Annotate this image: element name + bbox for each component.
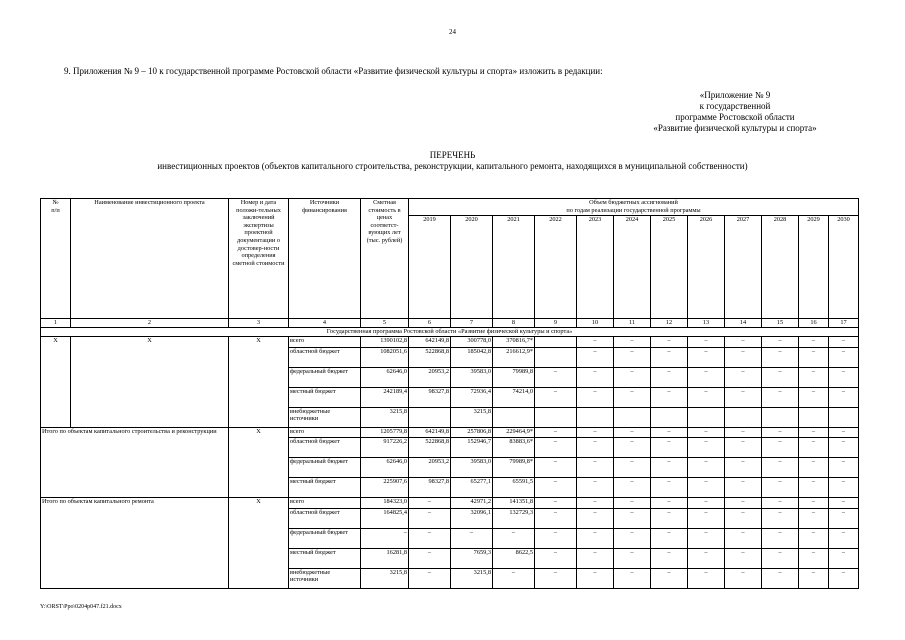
year-value-cell: – (409, 498, 451, 509)
year-value-cell: 642149,8 (409, 427, 451, 438)
header-year: 2028 (762, 216, 799, 319)
year-value-cell: – (725, 387, 762, 407)
year-value-cell: – (535, 498, 577, 509)
year-value-cell: – (688, 347, 725, 367)
expertise-cell: Х (229, 427, 289, 498)
year-value-cell: – (535, 548, 577, 568)
year-value-cell: – (614, 548, 651, 568)
year-value-cell: – (799, 347, 829, 367)
year-value-cell: – (725, 568, 762, 588)
year-value-cell: – (409, 548, 451, 568)
column-number: 15 (762, 319, 799, 328)
year-value-cell: 141351,8 (493, 498, 535, 509)
year-value-cell: – (577, 458, 614, 478)
estimated-cost-cell: 225907,6 (361, 478, 409, 498)
financing-source-cell: всего (289, 427, 361, 438)
year-value-cell: – (799, 498, 829, 509)
year-value-cell: – (614, 438, 651, 458)
year-value-cell: 79989,8* (493, 458, 535, 478)
year-value-cell: – (762, 548, 799, 568)
header-year: 2023 (577, 216, 614, 319)
year-value-cell: – (688, 548, 725, 568)
year-value-cell: 79989,8 (493, 367, 535, 387)
estimated-cost-cell: 1082051,6 (361, 347, 409, 367)
year-value-cell: – (829, 347, 859, 367)
financing-source-cell: всего (289, 498, 361, 509)
year-value-cell (725, 407, 762, 427)
estimated-cost-cell: 184323,0 (361, 498, 409, 509)
group-total-label: Итого по объектам капитального строительства и реконструкции (41, 427, 229, 498)
year-value-cell: – (614, 347, 651, 367)
financing-source-cell: областной бюджет (289, 347, 361, 367)
year-value-cell: – (614, 528, 651, 548)
appendix-block (625, 90, 845, 134)
year-value-cell: 72936,4 (451, 387, 493, 407)
year-value-cell (688, 407, 725, 427)
investment-projects-table (40, 198, 859, 589)
year-value-cell: – (725, 347, 762, 367)
column-number: 6 (409, 319, 451, 328)
year-value-cell: – (829, 427, 859, 438)
year-value-cell: – (688, 458, 725, 478)
year-value-cell: – (762, 568, 799, 588)
page-number: 24 (449, 28, 456, 36)
year-value-cell: 65277,1 (451, 478, 493, 498)
year-value-cell: – (535, 478, 577, 498)
expertise-cell: Х (229, 337, 289, 428)
financing-source-cell: местный бюджет (289, 548, 361, 568)
appendix-line-3: программе Ростовской области (675, 112, 795, 122)
year-value-cell (535, 407, 577, 427)
year-value-cell: – (762, 387, 799, 407)
year-value-cell: – (829, 528, 859, 548)
year-value-cell: – (688, 438, 725, 458)
project-name-cell: Х (71, 337, 229, 428)
financing-source-cell: местный бюджет (289, 478, 361, 498)
year-value-cell: – (762, 458, 799, 478)
column-number: 12 (651, 319, 688, 328)
year-value-cell: – (762, 478, 799, 498)
year-value-cell: – (614, 568, 651, 588)
estimated-cost-cell: – (361, 528, 409, 548)
year-value-cell: – (829, 367, 859, 387)
year-value-cell: 83883,6* (493, 438, 535, 458)
estimated-cost-cell: 1205779,8 (361, 427, 409, 438)
year-value-cell (409, 407, 451, 427)
year-value-cell: 522868,8 (409, 347, 451, 367)
financing-source-cell: всего (289, 337, 361, 348)
year-value-cell: 32096,1 (451, 508, 493, 528)
header-year: 2020 (451, 216, 493, 319)
estimated-cost-cell: 16281,8 (361, 548, 409, 568)
year-value-cell: – (409, 508, 451, 528)
year-value-cell: – (451, 528, 493, 548)
year-value-cell: – (577, 498, 614, 509)
group-total-label: Итого по объектам капитального ремонта (41, 498, 229, 589)
year-value-cell: – (614, 458, 651, 478)
year-value-cell: – (688, 508, 725, 528)
year-value-cell: – (688, 498, 725, 509)
financing-source-cell: федеральный бюджет (289, 528, 361, 548)
year-value-cell: – (725, 478, 762, 498)
column-number: 10 (577, 319, 614, 328)
year-value-cell: – (829, 498, 859, 509)
year-value-cell: – (688, 337, 725, 348)
year-value-cell: 300778,0 (451, 337, 493, 348)
year-value-cell: – (799, 478, 829, 498)
year-value-cell: – (725, 548, 762, 568)
estimated-cost-cell: 3215,8 (361, 568, 409, 588)
program-row: Государственная программа Ростовской области «Развитие физической культуры и спорта» (41, 328, 859, 337)
year-value-cell: 8622,5 (493, 548, 535, 568)
year-value-cell: – (829, 458, 859, 478)
year-value-cell: – (614, 478, 651, 498)
year-value-cell: – (725, 458, 762, 478)
year-value-cell: – (688, 478, 725, 498)
year-value-cell: – (651, 508, 688, 528)
column-number: 17 (829, 319, 859, 328)
year-value-cell: – (762, 427, 799, 438)
table-row (41, 498, 859, 509)
year-value-cell: – (762, 347, 799, 367)
year-value-cell: – (799, 427, 829, 438)
year-value-cell: – (799, 337, 829, 348)
year-value-cell: – (651, 528, 688, 548)
financing-source-cell: областной бюджет (289, 438, 361, 458)
year-value-cell: – (614, 508, 651, 528)
row-number-cell: Х (41, 337, 71, 428)
appendix-line-1: «Приложение № 9 (699, 90, 771, 100)
year-value-cell: 522868,8 (409, 438, 451, 458)
estimated-cost-cell: 62646,0 (361, 458, 409, 478)
header-project-name: Наименование инвестиционного проекта (71, 199, 229, 319)
year-value-cell: – (799, 438, 829, 458)
year-value-cell: 98327,8 (409, 387, 451, 407)
year-value-cell: 216612,9* (493, 347, 535, 367)
year-value-cell: – (725, 427, 762, 438)
estimated-cost-cell: 164825,4 (361, 508, 409, 528)
year-value-cell: 39583,0 (451, 458, 493, 478)
year-value-cell: – (725, 498, 762, 509)
column-number: 7 (451, 319, 493, 328)
year-value-cell: – (409, 568, 451, 588)
year-value-cell: – (651, 438, 688, 458)
year-value-cell: – (762, 508, 799, 528)
estimated-cost-cell: 242189,4 (361, 387, 409, 407)
column-number: 16 (799, 319, 829, 328)
year-value-cell (762, 407, 799, 427)
financing-source-cell: внебюджетные источники (289, 568, 361, 588)
year-value-cell: – (577, 438, 614, 458)
column-number: 5 (361, 319, 409, 328)
year-value-cell: – (799, 458, 829, 478)
year-value-cell: – (577, 387, 614, 407)
year-value-cell (829, 407, 859, 427)
header-year: 2024 (614, 216, 651, 319)
year-value-cell: – (614, 367, 651, 387)
year-value-cell: 3215,8 (451, 407, 493, 427)
year-value-cell: 370816,7* (493, 337, 535, 348)
year-value-cell: – (535, 528, 577, 548)
year-value-cell: – (651, 337, 688, 348)
title-subtitle: инвестиционных проектов (объектов капитального строительства, реконструкции, капитального ремонта, находящихся в муниципальной собственности) (157, 161, 748, 171)
year-value-cell: – (799, 548, 829, 568)
year-value-cell: – (762, 337, 799, 348)
year-value-cell: – (651, 427, 688, 438)
year-value-cell: – (688, 387, 725, 407)
year-value-cell: 65591,5 (493, 478, 535, 498)
column-number: 2 (71, 319, 229, 328)
year-value-cell: – (651, 347, 688, 367)
column-number: 8 (493, 319, 535, 328)
year-value-cell: 185042,8 (451, 347, 493, 367)
year-value-cell (614, 407, 651, 427)
year-value-cell: – (799, 367, 829, 387)
title-heading: ПЕРЕЧЕНЬ (429, 150, 476, 160)
year-value-cell: – (577, 508, 614, 528)
year-value-cell (493, 407, 535, 427)
year-value-cell: – (577, 337, 614, 348)
year-value-cell: – (829, 387, 859, 407)
year-value-cell: – (829, 548, 859, 568)
year-value-cell: – (577, 548, 614, 568)
year-value-cell: – (535, 367, 577, 387)
header-year: 2029 (799, 216, 829, 319)
intro-text: 9. Приложения № 9 – 10 к государственной программе Ростовской области «Развитие физической культуры и спорта» изложить в редакции: (64, 66, 603, 76)
year-value-cell: – (829, 508, 859, 528)
appendix-line-4: «Развитие физической культуры и спорта» (653, 123, 817, 133)
header-estimated-cost: Сметная стоимость в ценах соответст-вующих лет (тыс. рублей) (361, 199, 409, 319)
year-value-cell: – (688, 427, 725, 438)
year-value-cell: – (535, 568, 577, 588)
column-number: 11 (614, 319, 651, 328)
year-value-cell: 642149,8 (409, 337, 451, 348)
year-value-cell: 20953,2 (409, 367, 451, 387)
year-value-cell: 257806,8 (451, 427, 493, 438)
header-no: № п/п (41, 199, 71, 319)
year-value-cell: 42971,2 (451, 498, 493, 509)
header-financing-source: Источники финансирования (289, 199, 361, 319)
year-value-cell: – (799, 568, 829, 588)
year-value-cell: – (829, 478, 859, 498)
year-value-cell: – (762, 367, 799, 387)
year-value-cell: – (614, 337, 651, 348)
table-row (41, 337, 859, 348)
year-value-cell: – (762, 438, 799, 458)
footer-file-path: Y:\ORST\Ppo\0204p047.f21.docx (40, 604, 122, 610)
year-value-cell: – (829, 337, 859, 348)
year-value-cell: – (577, 568, 614, 588)
column-number: 4 (289, 319, 361, 328)
table-row (41, 427, 859, 438)
year-value-cell: – (493, 528, 535, 548)
column-number: 1 (41, 319, 71, 328)
year-value-cell: 132729,3 (493, 508, 535, 528)
year-value-cell: – (725, 528, 762, 548)
estimated-cost-cell: 917226,2 (361, 438, 409, 458)
appendix-line-2: к государственной (699, 101, 771, 111)
year-value-cell: 20953,2 (409, 458, 451, 478)
year-value-cell: – (725, 337, 762, 348)
year-value-cell (651, 407, 688, 427)
year-value-cell: – (409, 528, 451, 548)
year-value-cell: – (577, 478, 614, 498)
year-value-cell: – (725, 367, 762, 387)
year-value-cell: – (651, 458, 688, 478)
column-number: 14 (725, 319, 762, 328)
year-value-cell (535, 337, 577, 348)
year-value-cell: – (762, 528, 799, 548)
year-value-cell: 39583,0 (451, 367, 493, 387)
year-value-cell: – (577, 528, 614, 548)
year-value-cell: 7659,3 (451, 548, 493, 568)
year-value-cell (535, 347, 577, 367)
year-value-cell: – (829, 568, 859, 588)
year-value-cell: – (725, 508, 762, 528)
header-year: 2022 (535, 216, 577, 319)
year-value-cell: – (688, 568, 725, 588)
header-year: 2030 (829, 216, 859, 319)
financing-source-cell: федеральный бюджет (289, 367, 361, 387)
year-value-cell: – (799, 508, 829, 528)
estimated-cost-cell: 1390102,8 (361, 337, 409, 348)
financing-source-cell: федеральный бюджет (289, 458, 361, 478)
year-value-cell: – (577, 427, 614, 438)
year-value-cell: – (614, 427, 651, 438)
year-value-cell: – (651, 387, 688, 407)
expertise-cell: Х (229, 498, 289, 589)
estimated-cost-cell: 3215,8 (361, 407, 409, 427)
year-value-cell (799, 407, 829, 427)
year-value-cell: – (614, 498, 651, 509)
column-number: 3 (229, 319, 289, 328)
year-value-cell: 3215,8 (451, 568, 493, 588)
year-value-cell: – (535, 387, 577, 407)
year-value-cell: – (725, 438, 762, 458)
year-value-cell: 74214,0 (493, 387, 535, 407)
header-year: 2025 (651, 216, 688, 319)
header-year: 2019 (409, 216, 451, 319)
year-value-cell: – (651, 478, 688, 498)
year-value-cell: – (799, 387, 829, 407)
estimated-cost-cell: 62646,0 (361, 367, 409, 387)
year-value-cell: – (651, 367, 688, 387)
year-value-cell: – (577, 367, 614, 387)
year-value-cell: – (577, 347, 614, 367)
year-value-cell: – (535, 508, 577, 528)
header-year: 2027 (725, 216, 762, 319)
year-value-cell: – (535, 458, 577, 478)
year-value-cell: – (614, 387, 651, 407)
year-value-cell: – (535, 438, 577, 458)
year-value-cell: 229464,9* (493, 427, 535, 438)
financing-source-cell: внебюджетные источники (289, 407, 361, 427)
header-year: 2026 (688, 216, 725, 319)
column-number: 9 (535, 319, 577, 328)
year-value-cell: – (688, 528, 725, 548)
year-value-cell (577, 407, 614, 427)
year-value-cell: – (762, 498, 799, 509)
header-expertise: Номер и дата положи-тельных заключений экспертизы проектной документации о достовер-ности определения сметной стоимости (229, 199, 289, 319)
year-value-cell: – (651, 498, 688, 509)
document-title (0, 150, 905, 172)
header-year: 2021 (493, 216, 535, 319)
year-value-cell: – (688, 367, 725, 387)
year-value-cell: – (829, 438, 859, 458)
year-value-cell: – (493, 568, 535, 588)
year-value-cell: 98327,8 (409, 478, 451, 498)
financing-source-cell: местный бюджет (289, 387, 361, 407)
year-value-cell: – (651, 548, 688, 568)
year-value-cell: – (799, 528, 829, 548)
financing-source-cell: областной бюджет (289, 508, 361, 528)
year-value-cell: – (535, 427, 577, 438)
column-number: 13 (688, 319, 725, 328)
year-value-cell: 152946,7 (451, 438, 493, 458)
header-budget-volume: Объем бюджетных ассигнований по годам реализации государственной программы (409, 199, 859, 216)
year-value-cell: – (651, 568, 688, 588)
